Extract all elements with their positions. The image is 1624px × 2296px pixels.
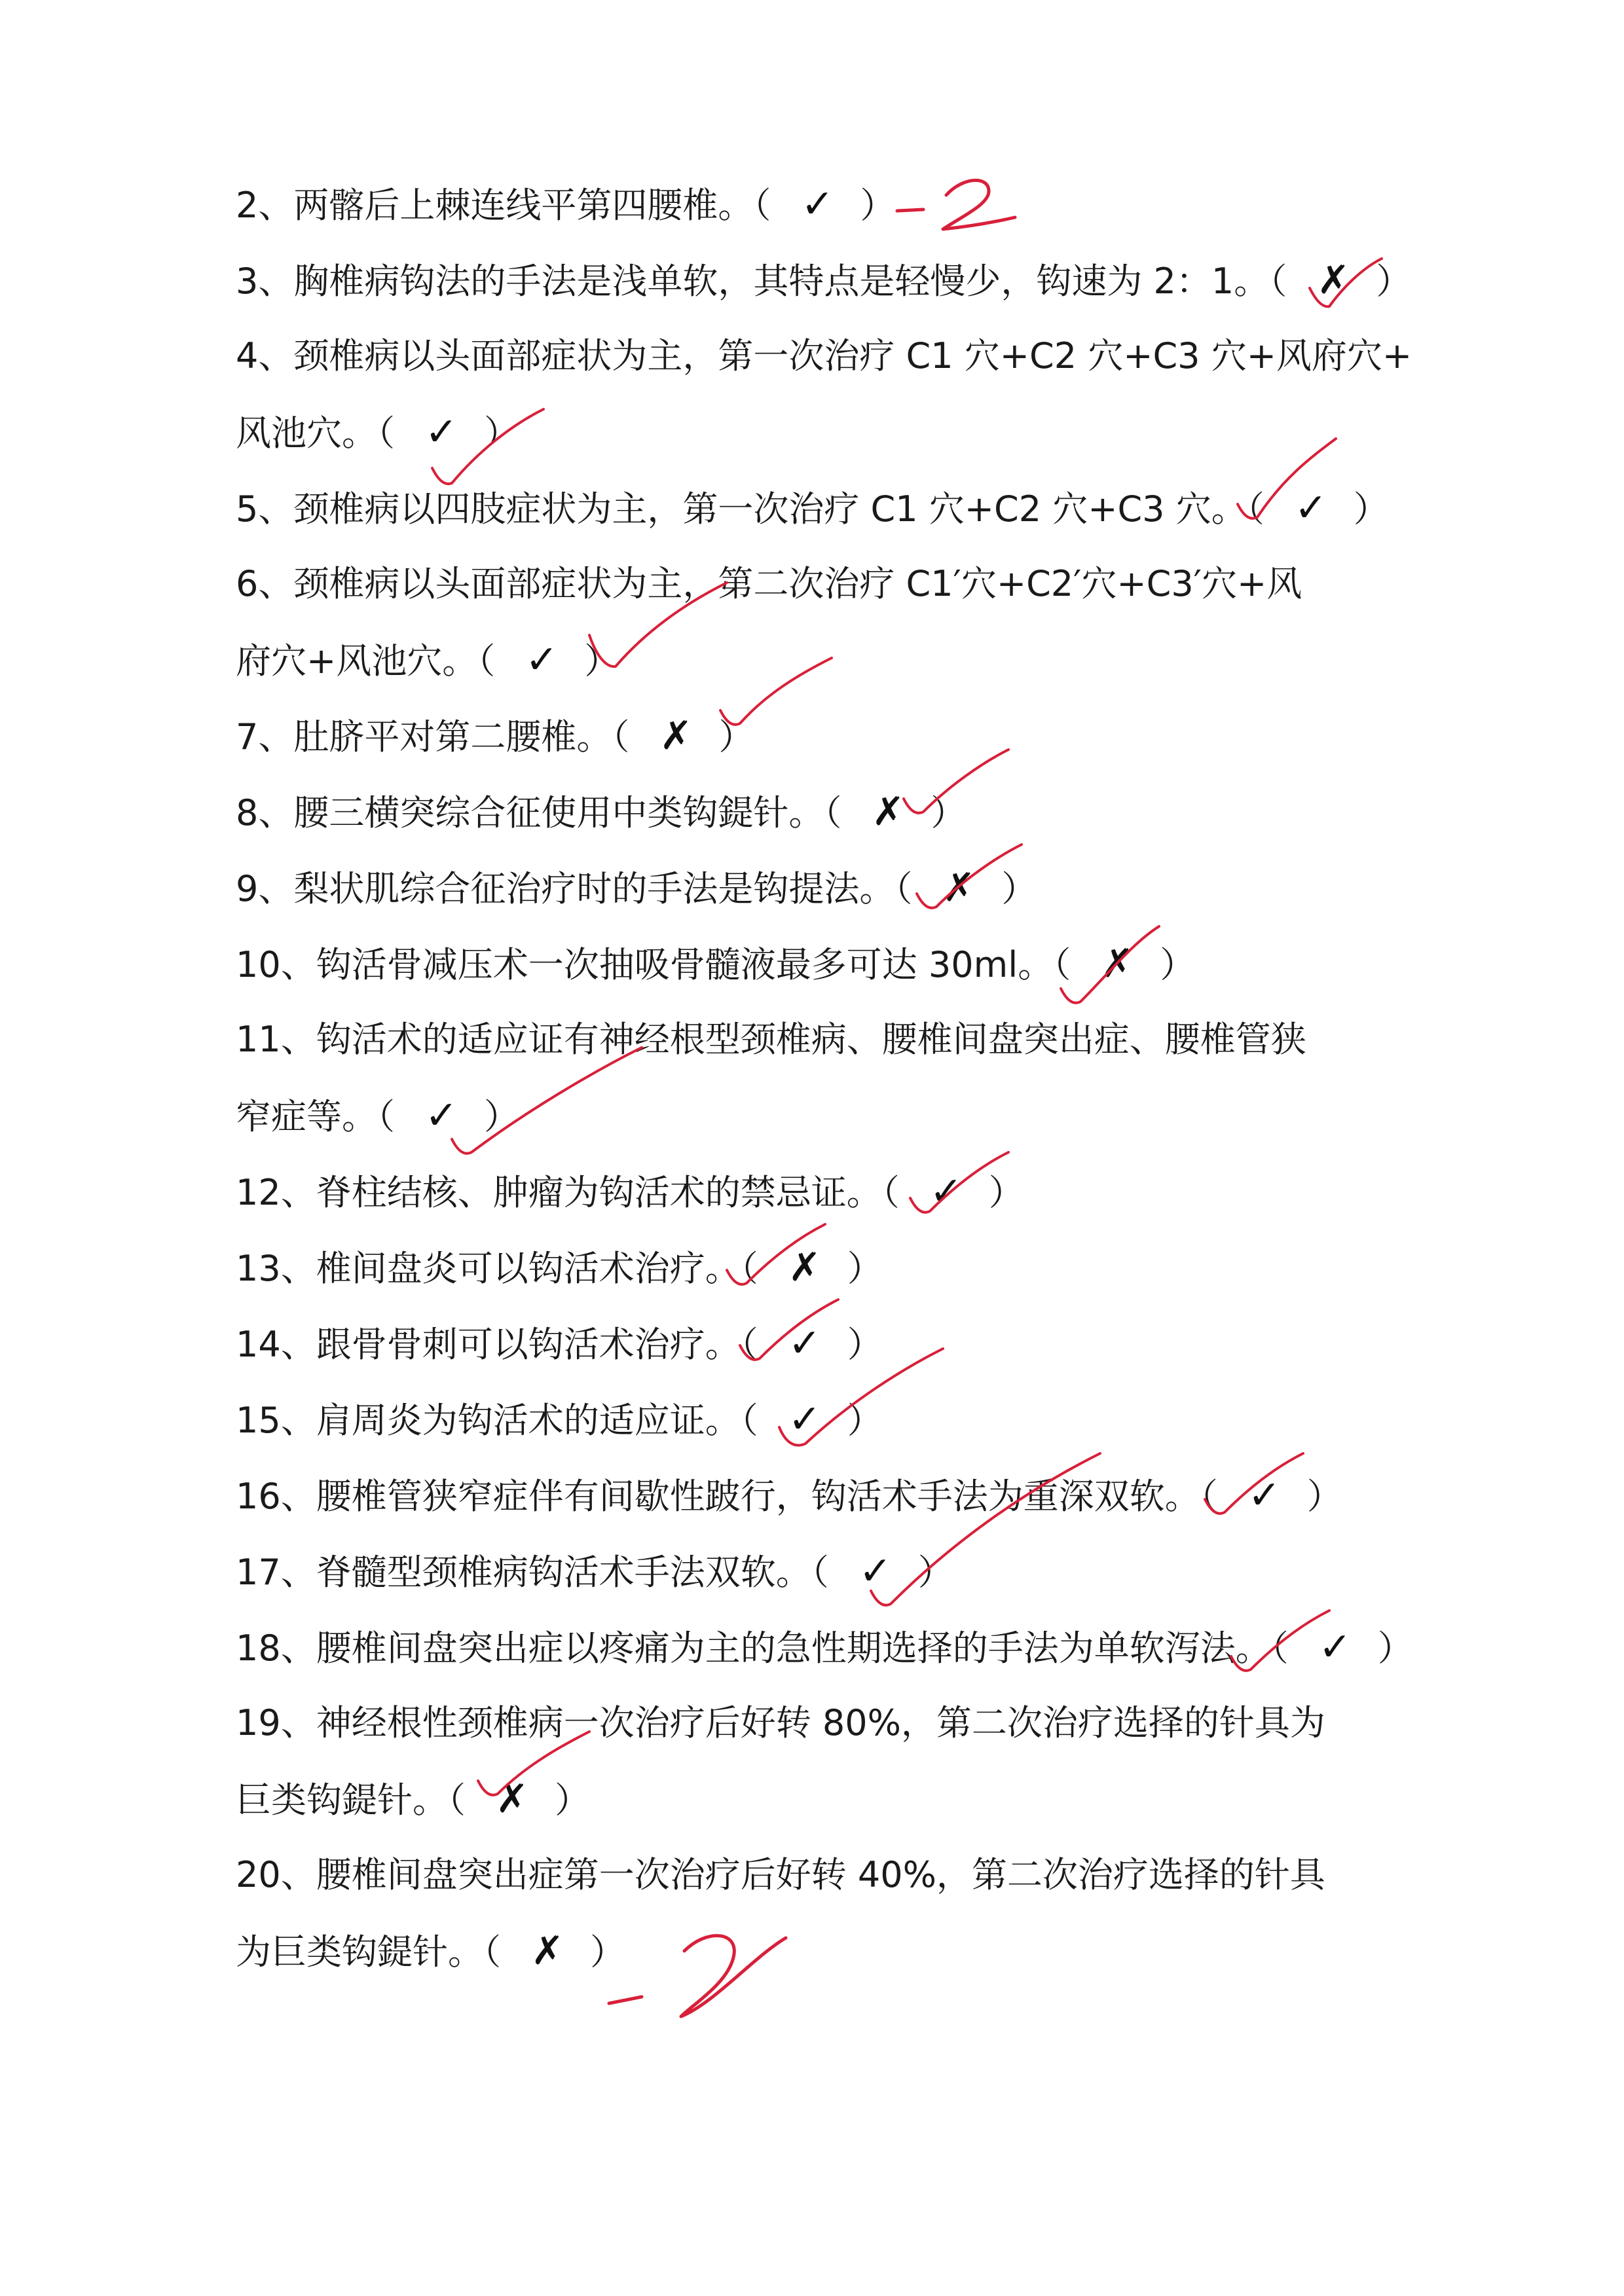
answer-mark: ✗	[1317, 257, 1350, 303]
paren-close: ）	[1001, 868, 1037, 909]
question-text: 风池穴。（	[236, 412, 395, 454]
answer-mark: ✓	[801, 181, 834, 227]
red-dash	[609, 1997, 642, 2003]
paren-close: ）	[1306, 1476, 1342, 1517]
question-text: 巨类钩鍉针。（	[236, 1779, 466, 1821]
answer-mark: ✗	[872, 789, 905, 835]
question-text: 13、椎间盘炎可以钩活术治疗。（	[236, 1248, 758, 1289]
question-14	[236, 1320, 1414, 1368]
question-8	[236, 788, 1414, 837]
question-5	[236, 484, 1414, 533]
question-19-cont	[236, 1776, 1414, 1824]
answer-mark: ✓	[424, 409, 458, 455]
question-3	[236, 257, 1414, 305]
question-text: 4、颈椎病以头面部症状为主，第一次治疗 C1 穴+C2 穴+C3 穴+风府穴+	[236, 335, 1412, 376]
question-text: 府穴+风池穴。（	[236, 640, 496, 682]
answer-mark: ✓	[424, 1093, 458, 1139]
answer-mark: ✗	[530, 1928, 564, 1974]
question-4	[236, 333, 1414, 380]
paren-close: ）	[555, 1779, 590, 1821]
paren-close: ）	[484, 1096, 519, 1137]
question-11-cont	[236, 1092, 1414, 1140]
paren-close: ）	[584, 640, 620, 682]
paren-close: ）	[1377, 1628, 1413, 1669]
question-4-cont	[236, 409, 1414, 457]
paren-close: ）	[484, 412, 519, 454]
question-text: 20、腰椎间盘突出症第一次治疗后好转 40%，第二次治疗选择的针具	[236, 1854, 1325, 1895]
question-text: 14、跟骨骨刺可以钩活术治疗。（	[236, 1324, 758, 1365]
answer-mark: ✗	[495, 1776, 529, 1822]
paren-close: ）	[847, 1248, 883, 1289]
answer-mark: ✓	[525, 637, 559, 683]
question-text: 6、颈椎病以头面部症状为主，第二次治疗 C1′穴+C2′穴+C3′穴+风	[236, 563, 1302, 604]
question-text: 5、颈椎病以四肢症状为主，第一次治疗 C1 穴+C2 穴+C3 穴。（	[236, 488, 1264, 530]
paren-close: ）	[1376, 261, 1412, 302]
question-text: 2、两髂后上棘连线平第四腰椎。（	[236, 185, 771, 226]
question-text: 15、肩周炎为钩活术的适应证。（	[236, 1400, 758, 1441]
question-text: 8、腰三横突综合征使用中类钩鍉针。（	[236, 792, 842, 833]
question-text: 12、脊柱结核、肿瘤为钩活术的禁忌证。（	[236, 1172, 900, 1213]
answer-mark: ✓	[1318, 1624, 1352, 1670]
question-12	[236, 1168, 1414, 1216]
paren-close: ）	[590, 1931, 625, 1973]
question-16	[236, 1472, 1414, 1520]
question-6-cont	[236, 636, 1414, 685]
question-text: 9、梨状肌综合征治疗时的手法是钩提法。（	[236, 868, 913, 909]
paren-close: ）	[1160, 944, 1196, 985]
question-19	[236, 1700, 1414, 1747]
answer-mark: ✓	[788, 1396, 821, 1442]
question-20-cont	[236, 1927, 1414, 1976]
question-11	[236, 1016, 1414, 1063]
question-text: 19、神经根性颈椎病一次治疗后好转 80%，第二次治疗选择的针具为	[236, 1702, 1325, 1743]
question-text: 11、钩活术的适应证有神经根型颈椎病、腰椎间盘突出症、腰椎管狭	[236, 1019, 1306, 1060]
paren-close: ）	[931, 792, 967, 833]
paren-close: ）	[1353, 488, 1389, 530]
question-10	[236, 940, 1414, 989]
answer-mark: ✗	[788, 1245, 821, 1290]
answer-mark: ✓	[858, 1548, 892, 1594]
question-9	[236, 864, 1414, 913]
question-text: 窄症等。（	[236, 1096, 395, 1137]
paren-close: ）	[988, 1172, 1024, 1213]
question-17	[236, 1548, 1414, 1596]
question-2	[236, 181, 1414, 229]
question-6	[236, 560, 1414, 608]
answer-mark: ✗	[659, 713, 693, 759]
question-text: 18、腰椎间盘突出症以疼痛为主的急性期选择的手法为单软泻法。（	[236, 1628, 1289, 1669]
question-text: 3、胸椎病钩法的手法是浅单软，其特点是轻慢少，钩速为 2：1。（	[236, 261, 1287, 302]
answer-mark: ✓	[1294, 485, 1327, 531]
paren-close: ）	[917, 1552, 953, 1593]
answer-mark: ✗	[942, 865, 976, 911]
question-18	[236, 1624, 1414, 1672]
question-20	[236, 1851, 1414, 1899]
paren-close: ）	[847, 1324, 883, 1365]
answer-mark: ✓	[1247, 1472, 1281, 1518]
answer-mark: ✓	[788, 1321, 821, 1366]
question-7	[236, 712, 1414, 761]
question-13	[236, 1244, 1414, 1292]
paren-close: ）	[847, 1400, 883, 1441]
question-text: 7、肚脐平对第二腰椎。（	[236, 716, 630, 757]
question-text: 16、腰椎管狭窄症伴有间歇性跛行，钩活术手法为重深双软。（	[236, 1476, 1218, 1517]
answer-mark: ✗	[1101, 941, 1134, 987]
question-15	[236, 1396, 1414, 1444]
question-text: 为巨类钩鍉针。（	[236, 1931, 501, 1973]
answer-mark: ✓	[929, 1169, 963, 1214]
paren-close: ）	[860, 185, 896, 226]
question-text: 10、钩活骨减压术一次抽吸骨髓液最多可达 30ml。（	[236, 944, 1071, 985]
question-text: 17、脊髓型颈椎病钩活术手法双软。（	[236, 1552, 829, 1593]
paren-close: ）	[718, 716, 754, 757]
